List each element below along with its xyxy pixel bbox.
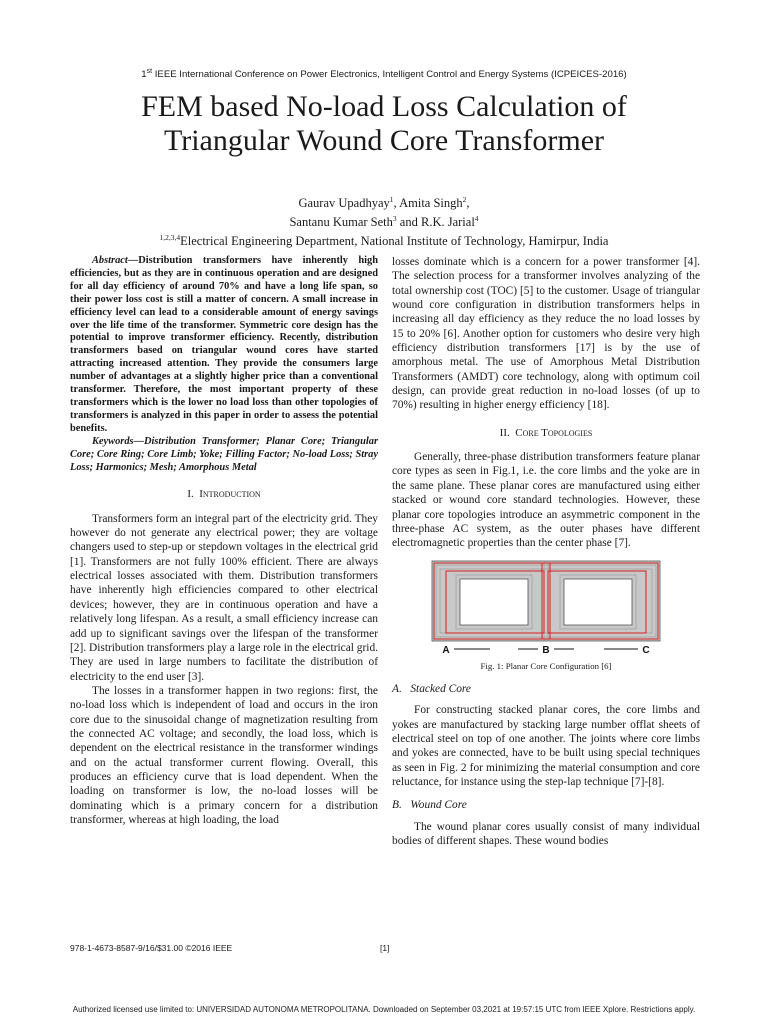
- affiliation-text: Electrical Engineering Department, National Institute of Technology, Hamirpur, India: [180, 234, 609, 249]
- page-number: [1]: [380, 943, 390, 953]
- affiliation-sup: 1,2,3,4: [159, 233, 181, 243]
- isbn-copyright: 978-1-4673-8587-9/16/$31.00 ©2016 IEEE: [70, 943, 233, 953]
- author-line-2: [0, 211, 768, 230]
- abstract-label: Abstract: [92, 255, 128, 266]
- author-and: and: [396, 215, 421, 230]
- license-notice: Authorized licensed use limited to: UNIVERSIDAD AUTONOMA METROPOLITANA. Downloaded on September 03,2021 at 19:57:15 UTC from IEEE Xplore. Restrictions apply.: [72, 1005, 696, 1014]
- section-number: II.: [499, 426, 510, 439]
- keywords-text: —Distribution Transformer; Planar Core; Triangular Core; Core Ring; Core Limb; Yoke; Filling Factor; No-load Loss; Stray Loss; Harmonics; Mesh; Amorphous Metal: [70, 435, 378, 473]
- author-3-sup: 3: [392, 214, 397, 224]
- conference-header: [0, 68, 768, 80]
- subsection-title: Stacked Core: [410, 682, 471, 695]
- title-line-2: Triangular Wound Core Transformer: [163, 124, 605, 157]
- author-2-sup: 2: [462, 195, 467, 204]
- wound-core-paragraph: The wound planar cores usually consist of many individual bodies of different shapes. These wound bodies: [392, 820, 700, 847]
- subsection-heading-stacked-core: [392, 682, 700, 696]
- left-column: [70, 255, 378, 827]
- figure-1: [392, 559, 700, 673]
- stacked-core-paragraph: For constructing stacked planar cores, the core limbs and yokes are manufactured by stacking large number offlat sheets of electrical steel on top of one another. The joints where core limbs and yokes are connected, have to be built using special techniques as seen in Fig. 2 for minimizing the material consumption and core reluctance, for instance using the step-lap technique [7]-[8].: [392, 704, 700, 788]
- core-topologies-paragraph: Generally, three-phase distribution transformers feature planar core types as seen in Fig.1, i.e. the core limbs and the yoke are in the same plane. These planar cores are manufactured using either stacked or wound core standard technologies. However, these planar core topologies introduce an asymmetric component in the three-phase AC system, as the outer phases have different electromagnetic properties than the center phase [7].: [392, 451, 700, 550]
- author-2: Amita Singh: [399, 196, 463, 211]
- limb-label-c: C: [642, 644, 650, 655]
- abstract: [70, 255, 378, 436]
- section-title: Introduction: [199, 488, 261, 501]
- author-4: R.K. Jarial: [420, 215, 475, 230]
- intro-paragraph-1: Transformers form an integral part of the electricity grid. They however do not generate any electrical power; they are voltage changers used to step-up or stepdown voltages in the electrical grid [1]. Transformers are not fully 100% efficient. There are always electrical losses associated with them. Distribution transformers have inherently high efficiencies compared to other electrical devices; however, they are in continuous operation and have a relatively long lifespan. As a result, a small efficiency increase can add up to significant savings over the lifespan of the transformer [2]. Distribution transformers play a large role in the electrical grid. They are used in large numbers to facilitate the distribution of electricity to the end user [3].: [70, 512, 378, 683]
- author-block: [0, 192, 768, 249]
- limb-label-b: B: [542, 644, 550, 655]
- subsection-heading-wound-core: [392, 798, 700, 812]
- planar-core-diagram: [420, 559, 672, 655]
- section-heading-core-topologies: [392, 426, 700, 440]
- section-number: I.: [187, 488, 194, 501]
- abstract-text: —Distribution transformers have inherently high efficiencies, but as they are in continuous operation and are designed for all day efficiency of around 70% and have a long life span, so their power loss cost is still a matter of concern. A small increase in efficiency level can lead to a considerable amount of energy savings over the life time of the transformer. Symmetric core design has the potential to improve transformer efficiency. Recently, distribution transformers based on triangular wound cores have started attracting increased attention. They provide the consumers large number of advantages at a slightly higher price than a conventional transformer. Therefore, the most important property of these transformers which is the lower no load loss than other topologies of transformers is analyzed in this paper in order to assess the potential benefits.: [70, 255, 378, 434]
- author-line-1: Gaurav Upadhyay$^1$, Amita Singh$^2$,: [298, 195, 470, 211]
- continued-paragraph: losses dominate which is a concern for a power transformer [4]. The selection process for a transformer involves analyzing of the total ownership cost (TOC) [5] to the customer. Usage of triangular wound core configuration in distribution transformers helps in increasing all day efficiency as they reduce the no load losses by 15 to 20% [6]. Another option for customers who desire very high efficiency distribution transformers [17] is by the use of amorphous metal. The use of Amorphous Metal Distribution Transformers (AMDT) core technology, along with optimum coil design, can provide great reduction in no-load losses (of up to 70%) resulting in higher energy efficiency [18].: [392, 256, 700, 412]
- title-line-1: FEM based No-load Loss Calculation of: [141, 90, 627, 123]
- subsection-number: A.: [392, 682, 402, 695]
- author-1: Gaurav Upadhyay: [298, 196, 390, 211]
- keywords-label: Keywords: [92, 435, 134, 447]
- section-title: Core Topologies: [515, 426, 593, 439]
- author-4-sup: 4: [474, 214, 479, 224]
- keywords: [70, 436, 378, 475]
- affiliation: [0, 230, 768, 249]
- core-window-right: [564, 579, 632, 625]
- author-3: Santanu Kumar Seth: [289, 215, 393, 230]
- author-1-sup: 1: [389, 195, 394, 204]
- paper-title: [0, 90, 768, 158]
- subsection-number: B.: [392, 799, 402, 812]
- conference-name: IEEE International Conference on Power Electronics, Intelligent Control and Energy Systems (ICPEICES-2016): [152, 69, 627, 81]
- intro-paragraph-2: The losses in a transformer happen in two regions: first, the no-load loss which is independent of load and occurs in the iron core due to the sinusoidal change of magnetization resulting from the connected AC voltage; and secondly, the load loss, which is dependent on the electrical resistance in the transformer windings and on the actual transformer current flowing. Overall, this produces an efficiency curve that is load dependent. When the loading on transformer is low, the no-load losses will be dominating which is a primary concern for a distribution transformer, whereas at high loading, the load: [70, 684, 378, 826]
- core-window-left: [460, 579, 528, 625]
- section-heading-introduction: [70, 487, 378, 501]
- figure-1-caption: Fig. 1: Planar Core Configuration [6]: [480, 660, 612, 671]
- subsection-title: Wound Core: [410, 799, 467, 812]
- right-column: [392, 255, 700, 848]
- conference-ordinal: 1: [141, 69, 147, 81]
- conference-ordinal-sup: st: [146, 68, 153, 75]
- limb-label-a: A: [442, 644, 450, 655]
